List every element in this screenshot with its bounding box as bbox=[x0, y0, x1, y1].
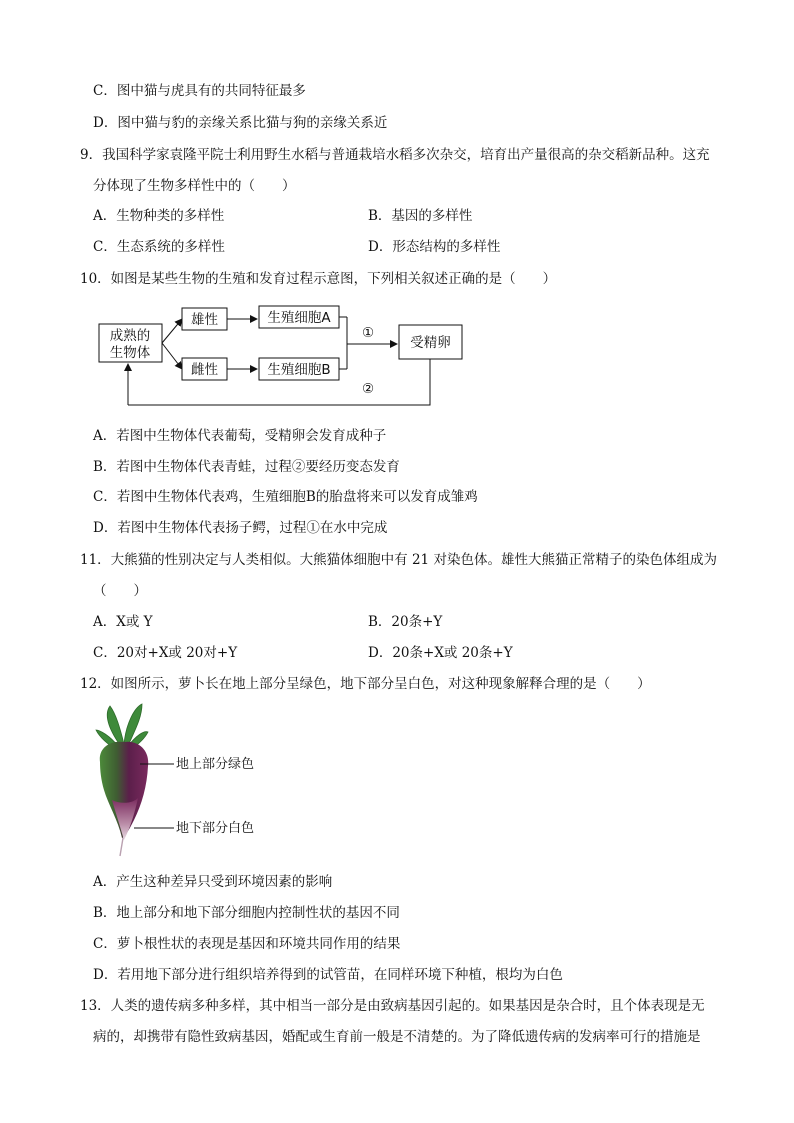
cell-a-label: 生殖细胞A bbox=[267, 310, 331, 326]
q9-option-c: C．生态系统的多样性 bbox=[93, 239, 225, 255]
label-below-ground: 地下部分白色 bbox=[176, 821, 255, 836]
organism-label-line1: 成熟的 bbox=[109, 328, 151, 344]
organism-label-line2: 生物体 bbox=[109, 345, 151, 361]
q11-option-a: A．X或 Y bbox=[93, 614, 153, 630]
zygote-label: 受精卵 bbox=[410, 335, 451, 351]
q13-stem-line2: 病的，却携带有隐性致病基因，婚配或生育前一般是不清楚的。为了降低遗传病的发病率可行的措施是 bbox=[93, 1029, 701, 1045]
q12-option-c: C．萝卜根性状的表现是基因和环境共同作用的结果 bbox=[93, 936, 401, 952]
female-label: 雌性 bbox=[191, 362, 218, 378]
label-above-ground: 地上部分绿色 bbox=[176, 757, 255, 772]
q10-option-d: D．若图中生物体代表扬子鳄，过程①在水中完成 bbox=[93, 520, 388, 536]
q10-option-a: A．若图中生物体代表葡萄，受精卵会发育成种子 bbox=[93, 428, 387, 444]
q9-option-b: B．基因的多样性 bbox=[368, 208, 473, 224]
q13-stem-line1: 13．人类的遗传病多种多样，其中相当一部分是由致病基因引起的。如果基因是杂合时，且个体表现是无 bbox=[80, 998, 705, 1014]
q12-option-a: A．产生这种差异只受到环境因素的影响 bbox=[93, 874, 333, 890]
q12-option-b: B．地上部分和地下部分细胞内控制性状的基因不同 bbox=[93, 905, 400, 921]
q9-option-d: D．形态结构的多样性 bbox=[368, 239, 501, 255]
reproduction-diagram bbox=[90, 300, 480, 412]
q10-option-c: C．若图中生物体代表鸡，生殖细胞B的胎盘将来可以发育成雏鸡 bbox=[93, 489, 478, 505]
q8-option-c: C．图中猫与虎具有的共同特征最多 bbox=[93, 83, 306, 99]
q10-stem: 10．如图是某些生物的生殖和发育过程示意图，下列相关叙述正确的是（ ） bbox=[80, 271, 557, 287]
male-label: 雄性 bbox=[191, 312, 218, 328]
radish-taproot bbox=[120, 838, 123, 856]
radish-figure bbox=[90, 700, 270, 860]
q8-option-d: D．图中猫与豹的亲缘关系比猫与狗的亲缘关系近 bbox=[93, 115, 388, 131]
cell-b-label: 生殖细胞B bbox=[267, 362, 331, 378]
process-1-label: ① bbox=[361, 325, 375, 341]
q11-stem-line2: （ ） bbox=[93, 583, 147, 599]
q11-option-c: C．20对+X或 20对+Y bbox=[93, 645, 238, 661]
process-2-label: ② bbox=[361, 381, 375, 397]
q11-option-d: D．20条+X或 20条+Y bbox=[368, 645, 513, 661]
q11-stem-line1: 11．大熊猫的性别决定与人类相似。大熊猫体细胞中有 21 对染色体。雄性大熊猫正常精子的染色体组成为 bbox=[80, 552, 717, 568]
q9-stem-line1: 9．我国科学家袁隆平院士利用野生水稻与普通栽培水稻多次杂交，培育出产量很高的杂交稻新品种。这充 bbox=[80, 147, 710, 163]
q9-stem-line2: 分体现了生物多样性中的（ ） bbox=[93, 178, 296, 194]
q11-option-b: B．20条+Y bbox=[368, 614, 443, 630]
q12-option-d: D．若用地下部分进行组织培养得到的试管苗，在同样环境下种植，根均为白色 bbox=[93, 967, 563, 983]
q12-stem: 12．如图所示，萝卜长在地上部分呈绿色，地下部分呈白色，对这种现象解释合理的是（ ） bbox=[80, 676, 651, 692]
q10-option-b: B．若图中生物体代表青蛙，过程②要经历变态发育 bbox=[93, 459, 400, 475]
q9-option-a: A．生物种类的多样性 bbox=[93, 208, 225, 224]
